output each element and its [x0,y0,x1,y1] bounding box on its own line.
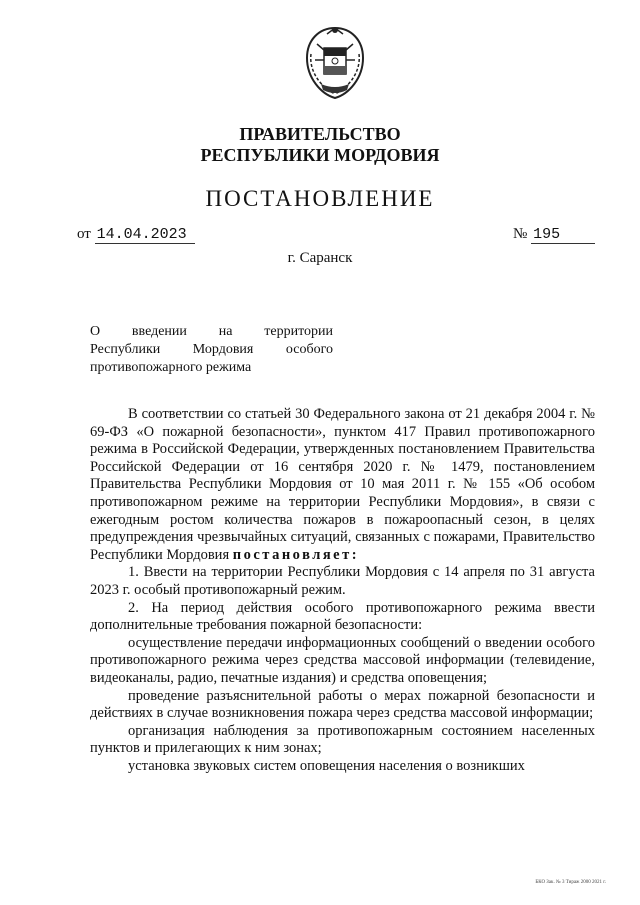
item-paragraph: 1. Ввести на территории Республики Мордовия с 14 апреля по 31 августа 2023 г. особый противопожарный режим. [90,564,595,598]
document-date: 14.04.2023 [95,226,195,244]
document-body [90,406,595,775]
decree-word: постановляет: [232,546,360,563]
number-prefix: № [513,226,528,242]
requirement-paragraph: организация наблюдения за противопожарным состоянием населенных пунктов и прилегающих к ним зонах; [90,722,595,757]
preamble-text: В соответствии со статьей 30 Федерального закона от 21 декабря 2004 г. № 69-ФЗ «О пожарной безопасности», пунктом 417 Правил противопожарного режима в Российской Федерации, утвержденных постановлением Правительства Российской Федерации от 16 сентября 2020 г. № 1479, постановлением Правительства Республики Мордовия от 10 мая 2011 г. № 155 «Об особом противопожарном режиме на территории Республики Мордовия», в связи с ежегодным ростом количества пожаров в пожароопасный сезон, в целях предупреждения чрезвычайных ситуаций, связанных с пожарами, Правительство Республики Мордовия [90,406,595,563]
government-title-line2: РЕСПУБЛИКИ МОРДОВИЯ [200,145,440,165]
requirement-paragraph: осуществление передачи информационных сообщений о введении особого противопожарного режима через средства массовой информации (телевидение, видеоканалы, радио, печатные издания) и средства оповещения; [90,634,595,686]
preamble-paragraph [90,406,595,564]
requirement-paragraph: проведение разъяснительной работы о мерах пожарной безопасности и действиях в случае возникновения пожара через средства массовой информации; [90,687,595,722]
print-footer-note: БКО Зак. № 3 Тираж 2000 2021 г. [535,880,606,885]
city-line: г. Саранск [287,250,353,266]
item-paragraph: 2. На период действия особого противопожарного режима ввести дополнительные требования пожарной безопасности: [90,599,595,634]
subject-line: О введении на территории [90,324,333,339]
number-line [513,226,595,244]
requirement-paragraph: установка звуковых систем оповещения населения о возникших [128,757,525,774]
date-line [77,226,195,244]
document-type-title: ПОСТАНОВЛЕНИЕ [205,186,435,211]
document-subject [90,323,333,377]
document-number: 195 [531,226,595,244]
date-prefix: от [77,226,91,242]
subject-line: Республики Мордовия особого [90,342,333,357]
government-title-line1: ПРАВИТЕЛЬСТВО [239,124,401,144]
coat-of-arms-emblem [299,24,371,102]
subject-line: противопожарного режима [90,360,252,375]
